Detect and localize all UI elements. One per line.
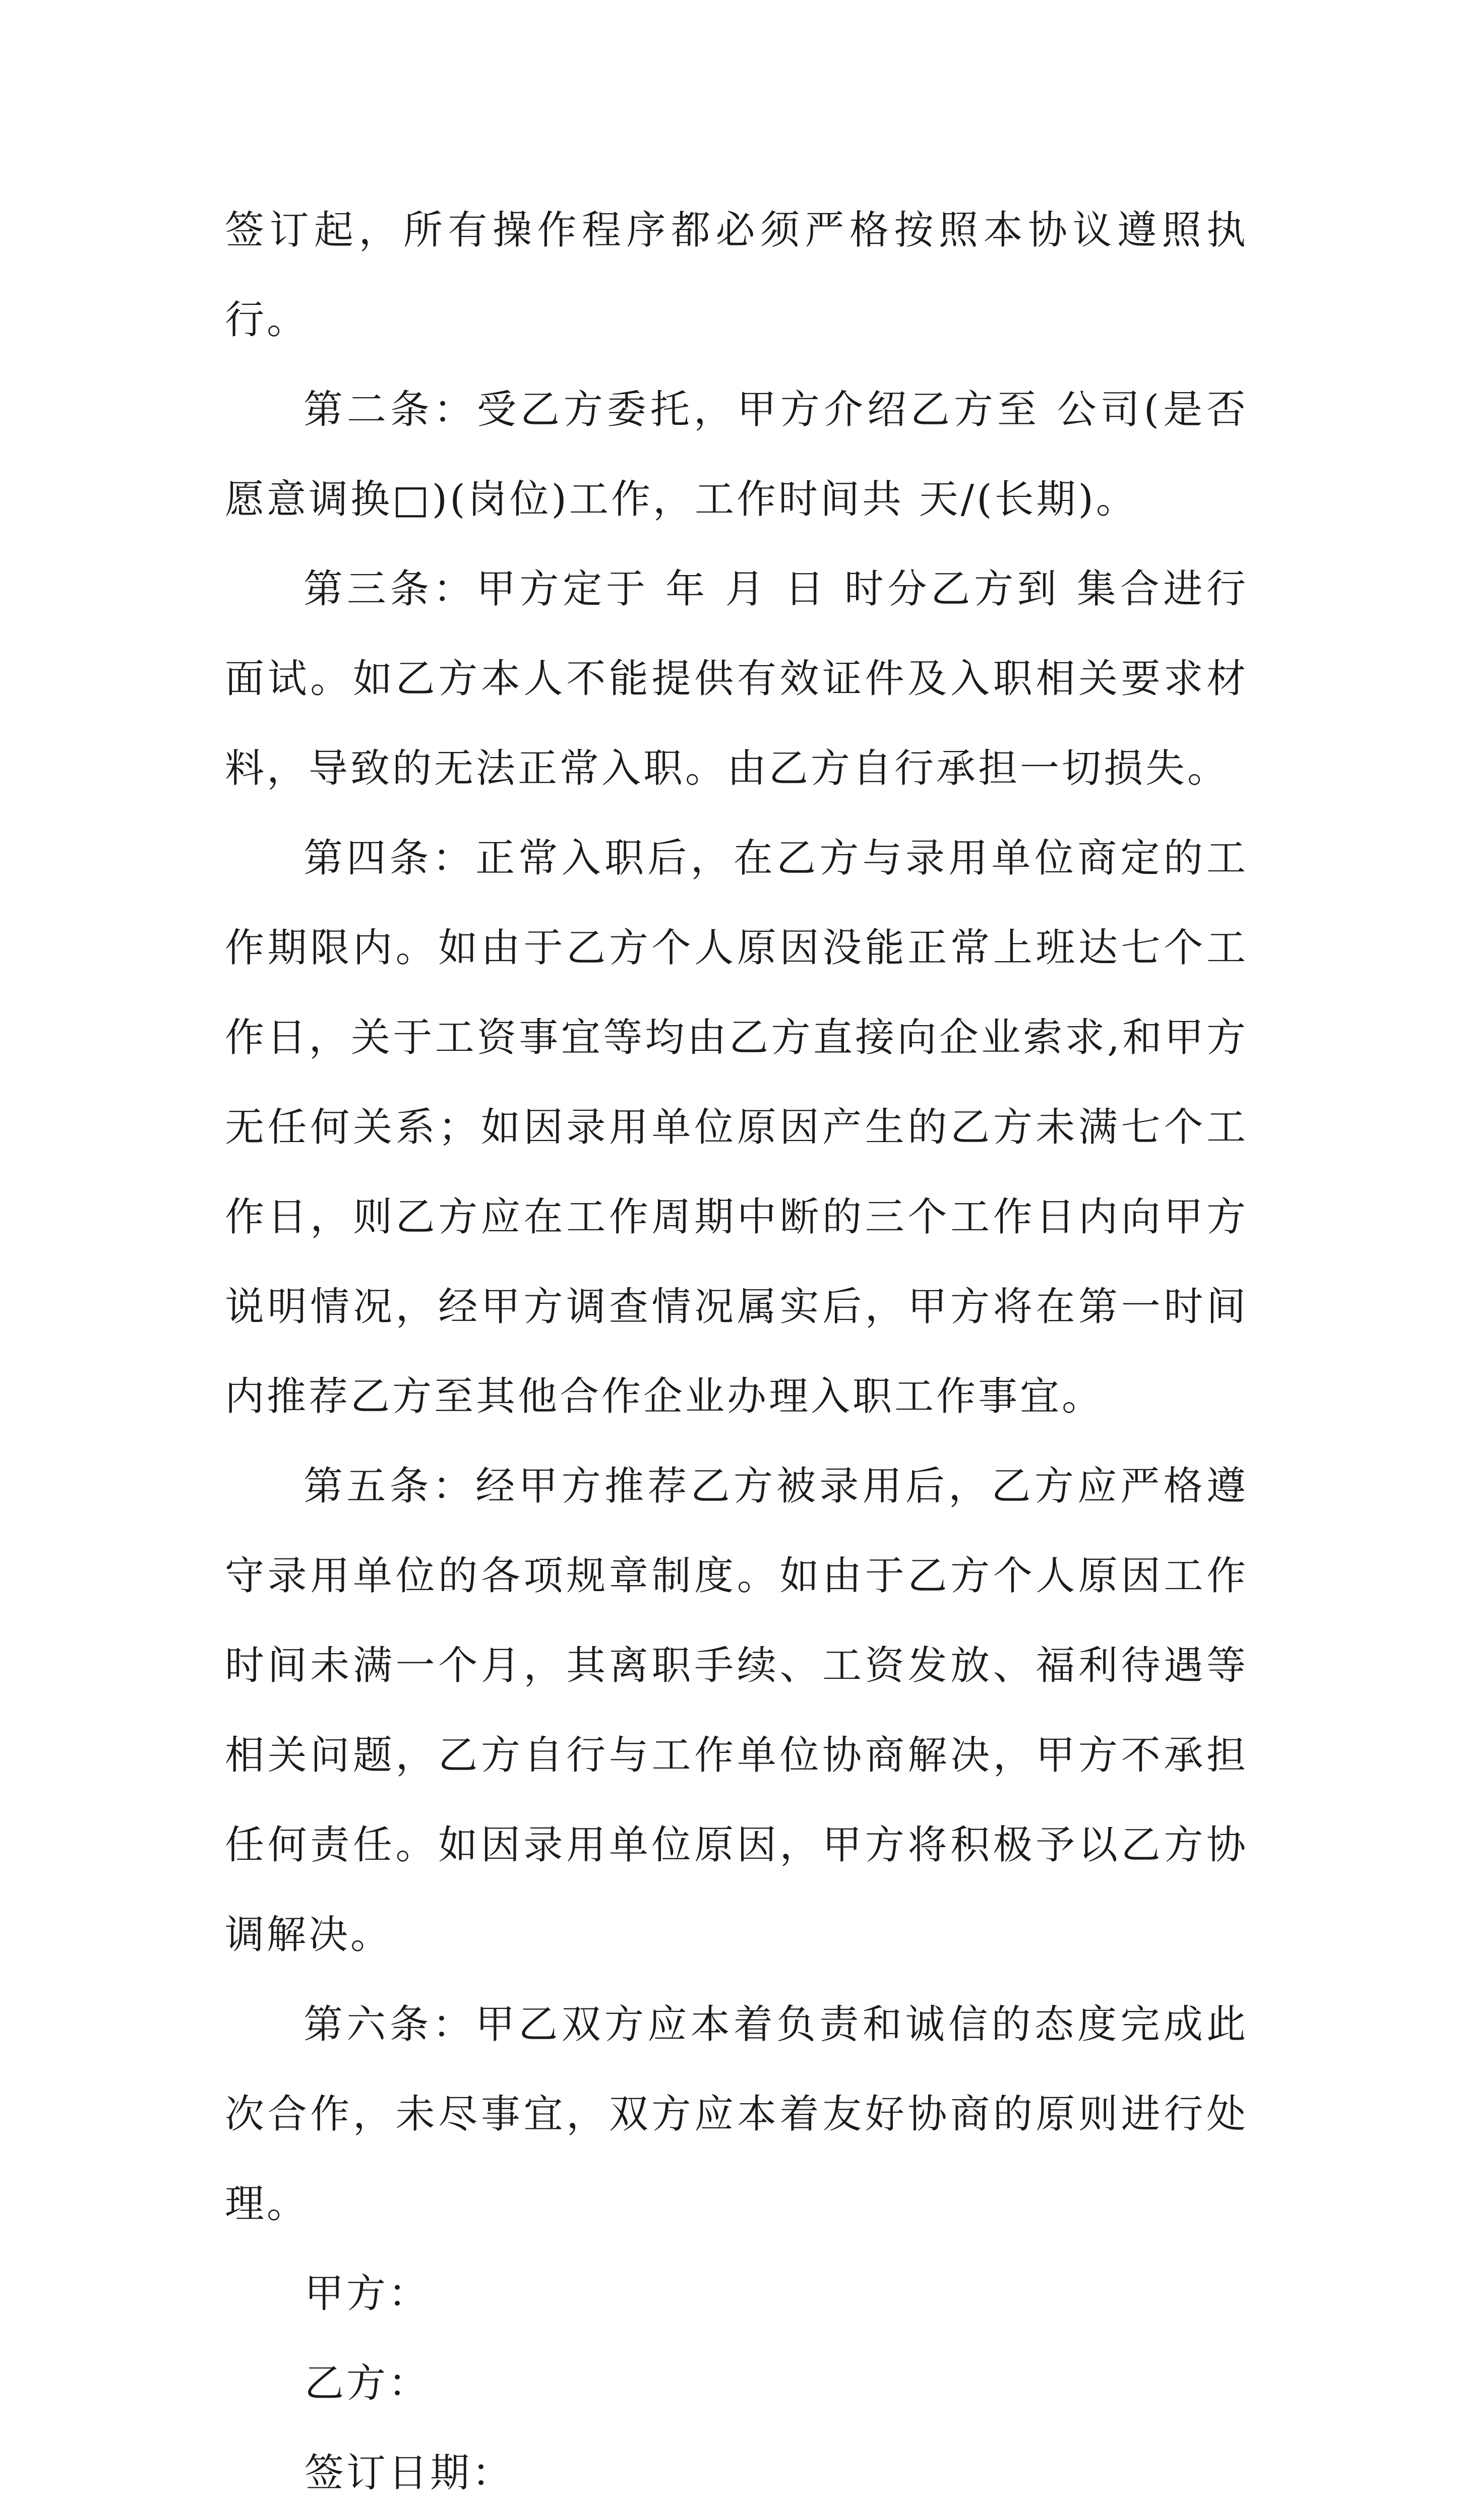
next-section-heading [225,2518,1248,2520]
continued-paragraph: 签订起，所有操作程序都必须严格按照本协议遵照执行。 [225,208,1248,343]
sign-date-line: 签订日期： [305,2450,514,2496]
article-2-paragraph: 第二条：受乙方委托，甲方介绍乙方至 公司(是否愿意调换□)(岗位)工作，工作时间共 天/(长期)。 [225,387,1248,522]
article-4-paragraph: 第四条：正常入职后，在乙方与录用单位商定的工作期限内。如由于乙方个人原因没能正常上班达七个工作日，关于工资事宜等均由乙方直接向企业索求,和甲方无任何关系；如因录用单位原因产生的乙方未满七个工作日，则乙方应在工作周期中断的三个工作日内向甲方说明情况，经甲方调查情况属实后，甲方将在第一时间内推荐乙方至其他合作企业办理入职工作事宜。 [225,836,1248,1419]
article-5-paragraph: 第五条：经甲方推荐乙方被录用后，乙方应严格遵守录用单位的各项规章制度。如由于乙方个人原因工作时间未满一个月，其离职手续、工资发放、福利待遇等相关问题，乙方自行与工作单位协商解决，甲方不承担任何责任。如因录用单位原因，甲方将积极予以乙方协调解决。 [225,1464,1248,1958]
party-a-signature-line: 甲方： [305,2271,431,2316]
article-3-paragraph: 第三条：甲方定于 年 月 日 时分乙方到 集合进行面试。如乙方本人不能提供有效证件及入职相关要求材料，导致的无法正常入职。由乙方自行承担一切损失。 [225,566,1248,791]
article-6-paragraph: 第六条：甲乙双方应本着负责和诚信的态度完成此次合作，未尽事宜，双方应本着友好协商的原则进行处理。 [225,2002,1248,2227]
party-b-signature-line: 乙方： [305,2361,431,2406]
document-body [225,185,1248,2520]
